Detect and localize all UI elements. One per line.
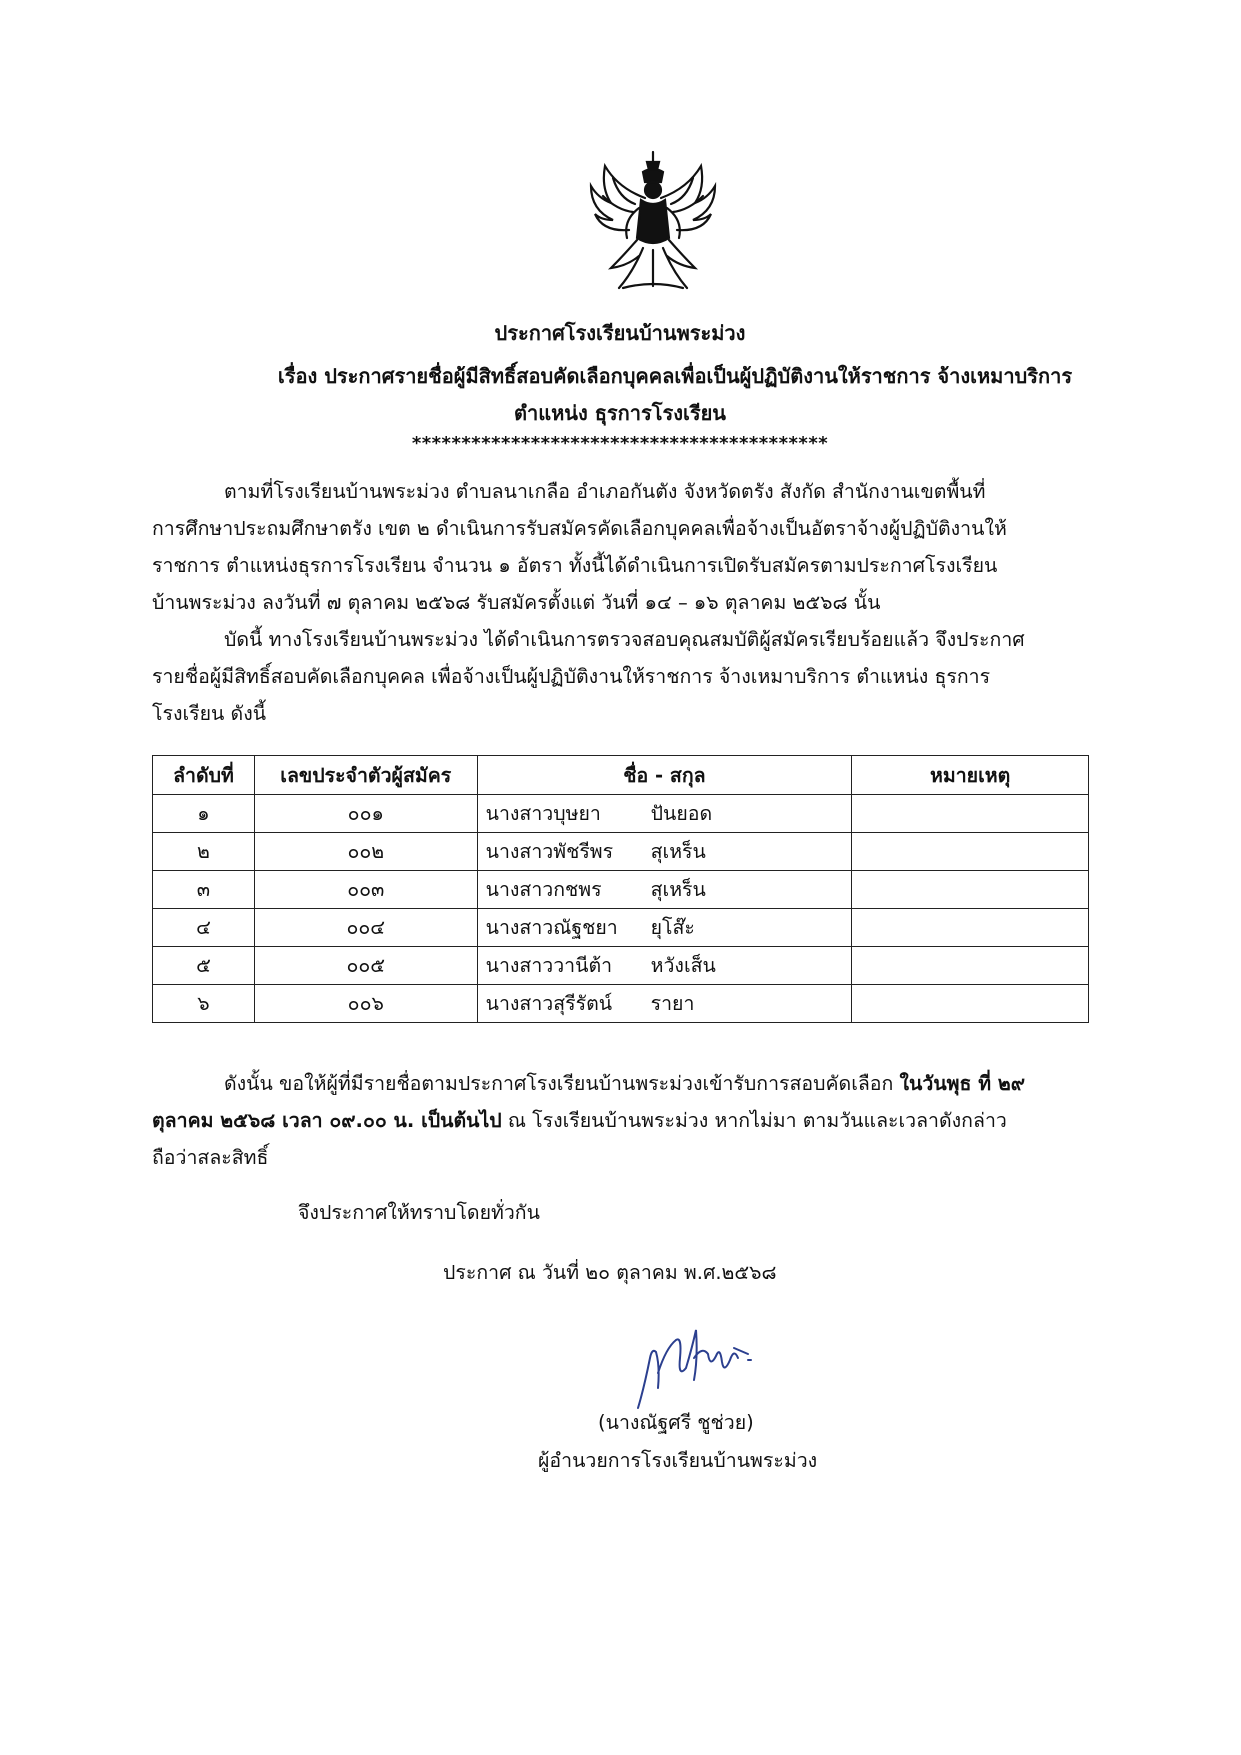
first-name: นางสาวณัฐชยา: [485, 916, 618, 939]
cell-order: ๑: [153, 795, 255, 833]
exam-date-bold: ในวันพุธ ที่ ๒๙: [899, 1072, 1025, 1095]
cell-remark: [852, 795, 1089, 833]
candidate-table: [152, 755, 1089, 1023]
result-line: บัดนี้ ทางโรงเรียนบ้านพระม่วง ได้ดำเนินการตรวจสอบคุณสมบัติผู้สมัครเรียบร้อยแล้ว จึงประกาศ: [224, 628, 1025, 651]
cell-name: [477, 947, 852, 985]
table-header-row: [153, 756, 1089, 795]
cell-applicant-id: ๐๐๔: [254, 909, 477, 947]
first-name: นางสาวสุรีรัตน์: [485, 992, 613, 1015]
exam-notice-paragraph: [152, 1065, 1092, 1176]
cell-order: ๖: [153, 985, 255, 1023]
first-name: นางสาววานีต้า: [485, 954, 613, 977]
table-row: [153, 871, 1089, 909]
last-name: หวังเส็น: [650, 954, 716, 977]
cell-order: ๕: [153, 947, 255, 985]
exam-notice-text: ดังนั้น ขอให้ผู้ที่มีรายชื่อตามประกาศโรงเรียนบ้านพระม่วงเข้ารับการสอบคัดเลือก: [224, 1072, 900, 1095]
garuda-emblem-icon: [583, 148, 723, 298]
result-paragraph: [152, 621, 1092, 732]
intro-line: ตามที่โรงเรียนบ้านพระม่วง ตำบลนาเกลือ อำเภอกันตัง จังหวัดตรัง สังกัด สำนักงานเขตพื้นที่: [224, 480, 986, 503]
exam-notice-line: ถือว่าสละสิทธิ์: [152, 1146, 269, 1169]
announcement-subject: เรื่อง ประกาศรายชื่อผู้มีสิทธิ์สอบคัดเลือกบุคคลเพื่อเป็นผู้ปฏิบัติงานให้ราชการ จ้างเหมาบริการ: [277, 364, 1073, 388]
handwritten-signature-icon: [630, 1318, 760, 1413]
cell-applicant-id: ๐๐๑: [254, 795, 477, 833]
closing-announce: จึงประกาศให้ทราบโดยทั่วกัน: [298, 1201, 540, 1224]
cell-name: [477, 985, 852, 1023]
star-divider: ******************************************: [411, 433, 829, 454]
intro-line: ราชการ ตำแหน่งธุรการโรงเรียน จำนวน ๑ อัตรา ทั้งนี้ได้ดำเนินการเปิดรับสมัครตามประกาศโรงเรียน: [152, 554, 998, 577]
last-name: สุเหร็น: [650, 840, 706, 863]
cell-applicant-id: ๐๐๕: [254, 947, 477, 985]
exam-time-bold: ตุลาคม ๒๕๖๘ เวลา ๐๙.๐๐ น. เป็นต้นไป: [152, 1109, 502, 1132]
exam-notice-line: [152, 1102, 1092, 1139]
exam-notice-line: [152, 1065, 1092, 1102]
cell-applicant-id: ๐๐๖: [254, 985, 477, 1023]
table-row: [153, 833, 1089, 871]
exam-location-text: ณ โรงเรียนบ้านพระม่วง หากไม่มา ตามวันและเวลาดังกล่าว: [501, 1109, 1007, 1132]
column-header-remark: หมายเหตุ: [852, 756, 1089, 795]
last-name: รายา: [650, 992, 695, 1015]
intro-line: บ้านพระม่วง ลงวันที่ ๗ ตุลาคม ๒๕๖๘ รับสมัครตั้งแต่ วันที่ ๑๔ – ๑๖ ตุลาคม ๒๕๖๘ นั้น: [152, 591, 881, 614]
table-row: [153, 947, 1089, 985]
cell-order: ๔: [153, 909, 255, 947]
result-line: โรงเรียน ดังนี้: [152, 702, 267, 725]
cell-applicant-id: ๐๐๒: [254, 833, 477, 871]
table-row: [153, 985, 1089, 1023]
announcement-title: ประกาศโรงเรียนบ้านพระม่วง: [494, 321, 746, 345]
intro-paragraph: [152, 473, 1092, 621]
column-header-applicant-id: เลขประจำตัวผู้สมัคร: [254, 756, 477, 795]
table-row: [153, 795, 1089, 833]
result-line: รายชื่อผู้มีสิทธิ์สอบคัดเลือกบุคคล เพื่อจ้างเป็นผู้ปฏิบัติงานให้ราชการ จ้างเหมาบริการ ตำแหน่ง ธุรการ: [152, 665, 991, 688]
announcement-date: ประกาศ ณ วันที่ ๒๐ ตุลาคม พ.ศ.๒๕๖๘: [443, 1261, 777, 1284]
cell-order: ๒: [153, 833, 255, 871]
first-name: นางสาวบุษยา: [485, 802, 601, 825]
table-row: [153, 909, 1089, 947]
column-header-order: ลำดับที่: [153, 756, 255, 795]
cell-remark: [852, 833, 1089, 871]
first-name: นางสาวพัชรีพร: [485, 840, 614, 863]
last-name: สุเหร็น: [650, 878, 706, 901]
last-name: ปันยอด: [650, 802, 713, 825]
column-header-name: ชื่อ - สกุล: [477, 756, 852, 795]
cell-name: [477, 795, 852, 833]
cell-name: [477, 909, 852, 947]
cell-order: ๓: [153, 871, 255, 909]
signer-name: (นางณัฐศรี ชูช่วย): [598, 1411, 754, 1434]
cell-remark: [852, 871, 1089, 909]
cell-remark: [852, 909, 1089, 947]
cell-name: [477, 871, 852, 909]
signer-title: ผู้อำนวยการโรงเรียนบ้านพระม่วง: [538, 1449, 818, 1472]
cell-remark: [852, 985, 1089, 1023]
intro-line: การศึกษาประถมศึกษาตรัง เขต ๒ ดำเนินการรับสมัครคัดเลือกบุคคลเพื่อจ้างเป็นอัตราจ้างผู้ปฏิบัติงานให้: [152, 517, 1007, 540]
first-name: นางสาวกชพร: [485, 878, 602, 901]
cell-name: [477, 833, 852, 871]
last-name: ยุโส๊ะ: [650, 916, 695, 939]
announcement-position: ตำแหน่ง ธุรการโรงเรียน: [514, 401, 726, 425]
cell-applicant-id: ๐๐๓: [254, 871, 477, 909]
cell-remark: [852, 947, 1089, 985]
